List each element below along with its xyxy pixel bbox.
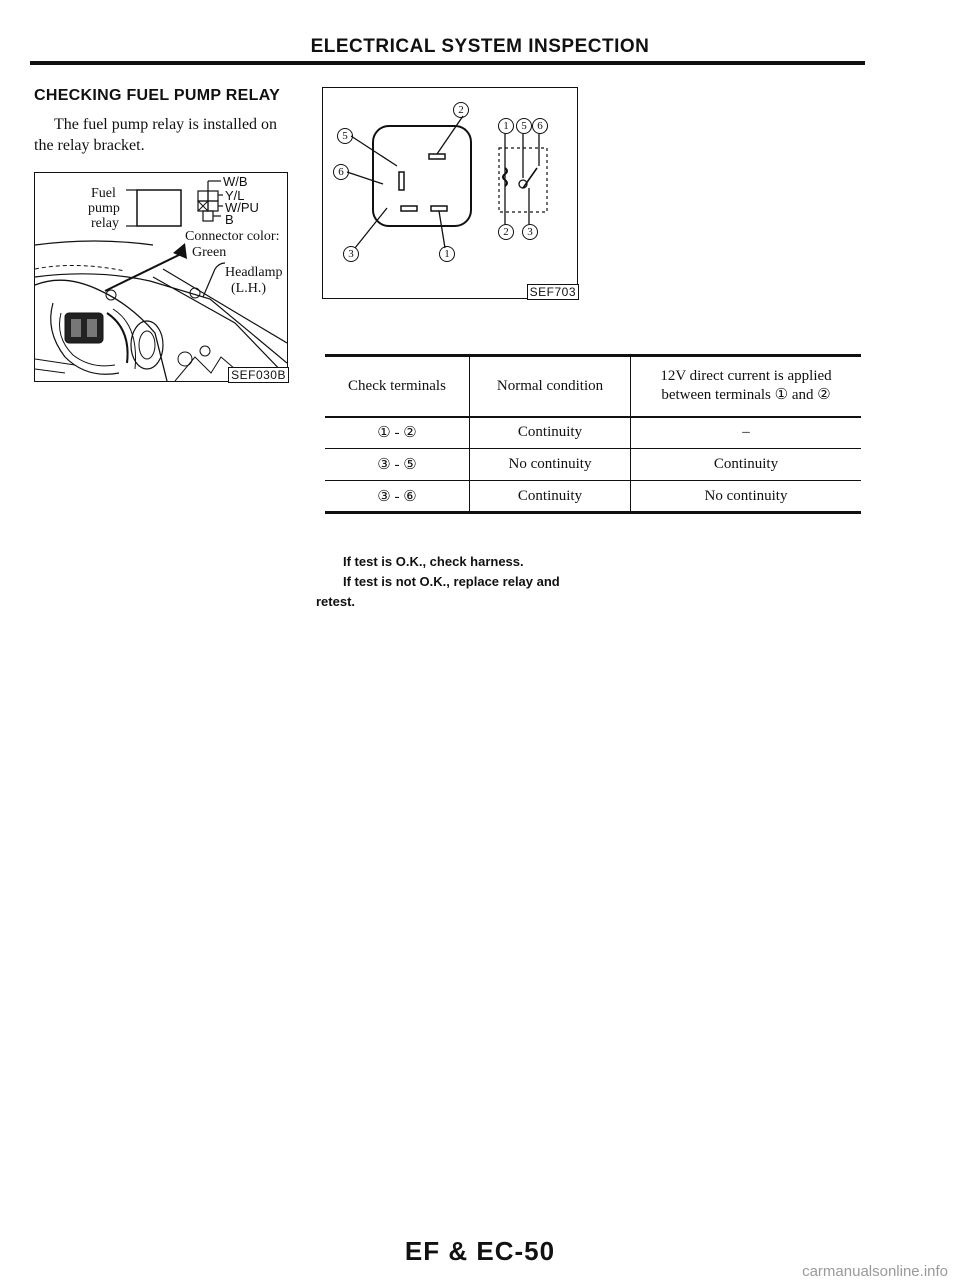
test-result-notes: [316, 552, 606, 612]
table-row: [325, 417, 861, 449]
wire-color-yl: Y/L: [225, 188, 245, 203]
row-2-normal: No continuity: [470, 449, 631, 481]
headlamp-side-label: (L.H.): [231, 281, 266, 296]
schematic-terminal-3: 3: [522, 224, 538, 240]
note-line-2: If test is not O.K., replace relay and: [343, 574, 560, 589]
row-3-normal: Continuity: [470, 481, 631, 513]
intro-line-2: the relay bracket.: [34, 137, 145, 154]
page-number: EF & EC-50: [404, 1236, 556, 1266]
intro-text: [34, 114, 296, 156]
schematic-terminal-5: 5: [516, 118, 532, 134]
terminal-3-label: 3: [343, 246, 359, 262]
relay-check-table: [325, 354, 861, 514]
row-2-terminals: ③ - ⑤: [377, 457, 417, 473]
header-12v-applied: 12V direct current is applied between terminals ① and ②: [631, 356, 862, 417]
fuel-pump-relay-label-relay: relay: [91, 216, 119, 231]
section-title: CHECKING FUEL PUMP RELAY: [34, 87, 281, 104]
table-row: [325, 449, 861, 481]
terminal-6-label: 6: [333, 164, 349, 180]
table-header-row: [325, 356, 861, 417]
header-normal-condition: Normal condition: [470, 356, 631, 417]
intro-line-1: The fuel pump relay is installed on: [54, 116, 278, 133]
row-3-12v: No continuity: [631, 481, 862, 513]
table-row: [325, 481, 861, 513]
note-line-3: retest.: [316, 594, 356, 609]
note-line-1: If test is O.K., check harness.: [343, 554, 524, 569]
figure-code-sef703: SEF703: [527, 284, 579, 300]
relay-location-figure: [34, 172, 288, 382]
schematic-terminal-2: 2: [498, 224, 514, 240]
row-1-12v: –: [631, 417, 862, 449]
page-header: ELECTRICAL SYSTEM INSPECTION: [310, 36, 650, 57]
relay-terminal-figure: [322, 87, 578, 299]
row-1-terminals: ① - ②: [377, 425, 417, 442]
row-1-normal: Continuity: [470, 417, 631, 449]
terminal-5-label: 5: [337, 128, 353, 144]
fuel-pump-relay-label-fuel: Fuel: [91, 186, 116, 201]
header-check-terminals: Check terminals: [348, 377, 446, 394]
wire-color-wb: W/B: [223, 174, 248, 189]
header-rule: [30, 61, 865, 65]
figure-code-sef030b: SEF030B: [228, 367, 289, 383]
terminal-2-label: 2: [453, 102, 469, 118]
row-3-terminals: ③ - ⑥: [377, 488, 417, 505]
connector-color-value: Green: [192, 245, 227, 260]
connector-color-label: Connector color:: [185, 229, 280, 244]
schematic-terminal-1: 1: [498, 118, 514, 134]
terminal-1-label: 1: [439, 246, 455, 262]
schematic-terminal-6: 6: [532, 118, 548, 134]
wire-color-wpu: W/PU: [225, 200, 259, 215]
headlamp-label: Headlamp: [225, 265, 283, 280]
row-2-12v: Continuity: [631, 449, 862, 481]
wire-color-b: B: [225, 212, 234, 227]
watermark: carmanualsonline.info: [802, 1263, 948, 1280]
fuel-pump-relay-label-pump: pump: [88, 201, 120, 216]
